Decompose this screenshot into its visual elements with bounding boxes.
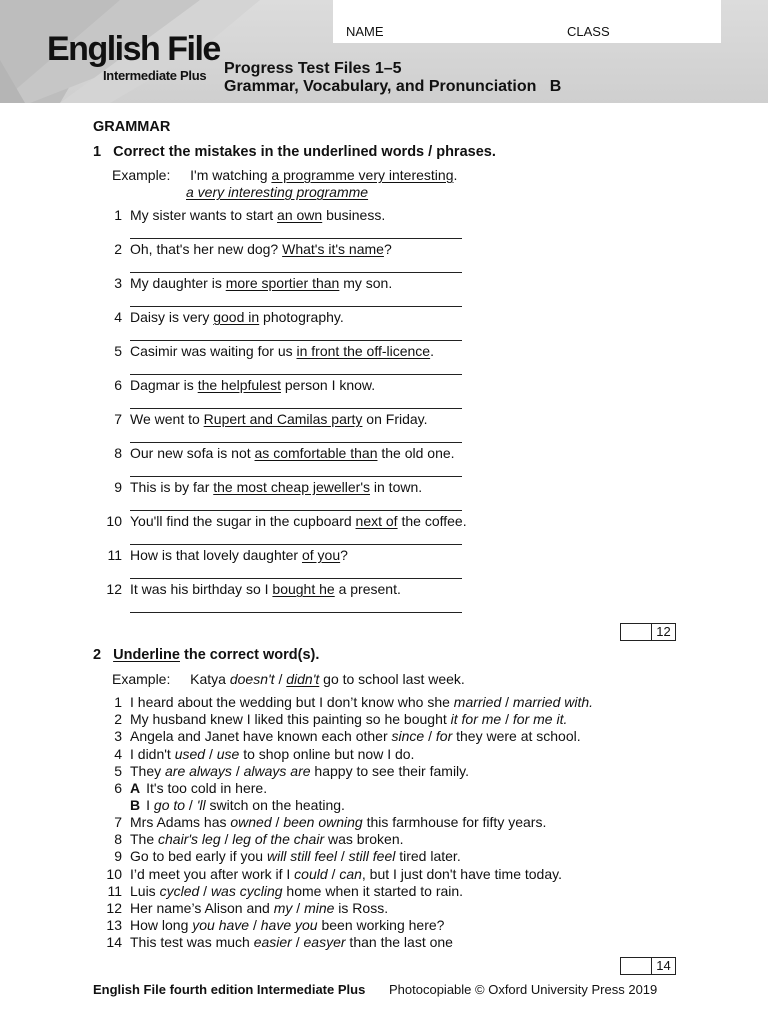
q2-item-text-post: is Ross. bbox=[334, 900, 389, 916]
q2-option-b[interactable]: been owning bbox=[283, 814, 363, 830]
q1-item bbox=[100, 581, 401, 597]
q1-item-text-post: on Friday. bbox=[362, 411, 428, 427]
q2-option-a[interactable]: married bbox=[453, 694, 502, 710]
q2-option-b[interactable]: for me it. bbox=[512, 711, 568, 728]
q2-option-b[interactable]: mine bbox=[304, 900, 335, 916]
q1-item-underlined: more sportier than bbox=[225, 275, 340, 291]
q1-item-text-pre: How is that lovely daughter bbox=[130, 547, 302, 563]
q1-item-number: 7 bbox=[114, 411, 122, 427]
q2-item-number: 4 bbox=[114, 745, 122, 762]
q2-option-a[interactable]: will still feel bbox=[266, 848, 337, 865]
q2-item-text-post: switch on the heating. bbox=[205, 797, 345, 813]
q2-item bbox=[100, 866, 562, 882]
q2-option-separator: / bbox=[336, 848, 349, 865]
q2-option-separator: / bbox=[205, 745, 217, 762]
q2-instruction-rest: the correct word(s). bbox=[179, 647, 320, 663]
q2-option-separator: / bbox=[501, 694, 513, 710]
q2-example-post: go to school last week. bbox=[319, 671, 465, 687]
q2-option-a[interactable]: used bbox=[174, 745, 206, 762]
q2-option-a[interactable]: owned bbox=[230, 814, 272, 830]
q1-item-text-post: the coffee. bbox=[397, 513, 467, 529]
page-header bbox=[0, 0, 768, 103]
q2-item-text-pre: Go to bed early if you bbox=[130, 848, 267, 865]
q2-score-total: 14 bbox=[656, 958, 671, 973]
section-title: GRAMMAR bbox=[93, 119, 171, 135]
q2-item-number: 6 bbox=[114, 780, 122, 796]
q1-example-underlined: a programme very interesting bbox=[271, 167, 454, 183]
q2-item-text-post: tired later. bbox=[395, 848, 461, 865]
q2-item-text-post: was broken. bbox=[324, 831, 404, 848]
q1-answer-line[interactable] bbox=[130, 476, 462, 477]
q2-example-pre: Katya bbox=[190, 671, 230, 687]
q2-item-number: 1 bbox=[114, 694, 122, 710]
q1-item-number: 8 bbox=[114, 445, 122, 461]
q2-item-number: 14 bbox=[106, 934, 122, 951]
q1-item-text-pre: Daisy is very bbox=[130, 309, 214, 325]
q2-item bbox=[100, 780, 267, 796]
q2-heading bbox=[93, 647, 319, 663]
q2-option-a[interactable]: chair's leg bbox=[158, 831, 221, 848]
q2-item-number: 13 bbox=[106, 917, 122, 934]
q2-item bbox=[100, 831, 404, 847]
q1-item-underlined: the helpfulest bbox=[197, 377, 281, 393]
q2-option-b[interactable]: have you bbox=[260, 917, 318, 934]
q2-option-a[interactable]: are always bbox=[165, 762, 232, 779]
q1-item-text-pre: This is by far bbox=[130, 479, 214, 495]
q2-item-text-post: , but I just don't have time today. bbox=[361, 865, 562, 882]
q2-option-a[interactable]: go to bbox=[153, 797, 186, 813]
q2-option-a[interactable]: my bbox=[273, 900, 293, 916]
name-label: NAME bbox=[346, 24, 384, 39]
q2-item-number: 11 bbox=[107, 882, 122, 899]
q2-item bbox=[100, 746, 414, 762]
q2-item-text-pre: They bbox=[130, 762, 166, 779]
q1-item-underlined: an own bbox=[277, 207, 323, 223]
q2-option-b[interactable]: still feel bbox=[348, 848, 396, 865]
q1-item-underlined: of you bbox=[301, 547, 341, 563]
q2-item-number: 7 bbox=[114, 814, 122, 830]
q1-item-number: 10 bbox=[106, 513, 122, 529]
q1-item bbox=[100, 343, 434, 359]
q1-number: 1 bbox=[93, 144, 102, 160]
q2-number: 2 bbox=[93, 647, 102, 663]
q2-item-text-post: to shop online but now I do. bbox=[239, 745, 415, 762]
q2-score-input[interactable] bbox=[621, 958, 652, 974]
q2-example bbox=[112, 671, 465, 687]
q1-answer-line[interactable] bbox=[130, 340, 462, 341]
q2-item bbox=[100, 694, 593, 710]
q2-option-separator: / bbox=[185, 797, 197, 813]
q1-answer-line[interactable] bbox=[130, 238, 462, 239]
q2-item bbox=[100, 883, 463, 899]
q1-item-text-pre: Oh, that's her new dog? bbox=[130, 241, 283, 257]
q1-answer-line[interactable] bbox=[130, 442, 462, 443]
q2-score-box bbox=[620, 957, 676, 975]
q1-answer-line[interactable] bbox=[130, 408, 462, 409]
q1-item bbox=[100, 377, 375, 393]
q2-option-b[interactable]: always are bbox=[243, 762, 311, 779]
q2-item-number: 8 bbox=[114, 831, 122, 848]
q1-item-text-post: person I know. bbox=[280, 377, 376, 393]
q1-item-number: 6 bbox=[114, 377, 122, 393]
q1-item-text-post: ? bbox=[340, 547, 348, 563]
q2-item-text-pre: I bbox=[146, 797, 154, 813]
q1-example-post: . bbox=[453, 167, 458, 183]
q2-example-label: Example: bbox=[112, 671, 171, 687]
q1-item-text-post: photography. bbox=[259, 309, 344, 325]
q1-item-text-pre: Casimir was waiting for us bbox=[130, 343, 297, 359]
q2-example-separator: / bbox=[274, 671, 287, 687]
q2-option-a[interactable]: it for me bbox=[450, 711, 502, 728]
q2-item bbox=[100, 934, 453, 950]
q2-item-text-post: they were at school. bbox=[452, 728, 581, 745]
q2-item bbox=[100, 728, 581, 744]
q1-item-text-pre: My sister wants to start bbox=[130, 207, 278, 223]
q1-score-box bbox=[620, 623, 676, 641]
q2-option-a[interactable]: since bbox=[391, 728, 425, 745]
q2-option-b[interactable]: leg of the chair bbox=[232, 831, 325, 848]
q1-item bbox=[100, 411, 428, 427]
q1-score-input[interactable] bbox=[621, 624, 652, 640]
q1-item-underlined: What's it's name bbox=[282, 241, 384, 257]
q2-item bbox=[100, 814, 546, 830]
q1-answer-line[interactable] bbox=[130, 272, 462, 273]
q2-item-text-pre: I heard about the wedding but I don’t know who she bbox=[130, 694, 454, 710]
q1-item-number: 11 bbox=[107, 547, 122, 563]
q2-option-b[interactable]: for bbox=[435, 728, 453, 745]
q1-item-number: 9 bbox=[114, 479, 122, 495]
q1-item bbox=[100, 513, 467, 529]
q2-item-text-post: home when it started to rain. bbox=[282, 882, 464, 899]
q2-item-text-pre: Angela and Janet have known each other bbox=[130, 728, 392, 745]
q1-item-underlined: next of bbox=[355, 513, 398, 529]
q2-item-number: 12 bbox=[106, 900, 122, 916]
q1-heading bbox=[93, 144, 496, 160]
logo-title: English File bbox=[47, 30, 220, 68]
q1-instruction: Correct the mistakes in the underlined words / phrases. bbox=[113, 144, 496, 160]
q1-item-text-pre: Dagmar is bbox=[130, 377, 198, 393]
q2-item-text-post: happy to see their family. bbox=[310, 762, 470, 779]
q2-option-separator: / bbox=[249, 917, 261, 934]
q1-item-text-pre: You'll find the sugar in the cupboard bbox=[130, 513, 356, 529]
footer-edition: English File fourth edition Intermediate Plus bbox=[93, 982, 366, 997]
q2-option-separator: / bbox=[424, 728, 436, 745]
q2-option-b[interactable]: 'll bbox=[196, 797, 206, 813]
q1-item bbox=[100, 479, 422, 495]
q2-item bbox=[100, 917, 444, 933]
q1-answer-line[interactable] bbox=[130, 612, 462, 613]
q1-item-text-post: . bbox=[430, 343, 434, 359]
q2-option-b[interactable]: use bbox=[216, 745, 240, 762]
q1-item bbox=[100, 309, 344, 325]
q2-option-separator: / bbox=[271, 814, 284, 830]
q1-answer-line[interactable] bbox=[130, 306, 462, 307]
q1-item-underlined: Rupert and Camilas party bbox=[203, 411, 363, 427]
q2-option-a[interactable]: cycled bbox=[159, 882, 200, 899]
q2-item-text-post: this farmhouse for fifty years. bbox=[362, 814, 547, 830]
q2-item-number: 2 bbox=[114, 711, 122, 728]
q2-item-number: 3 bbox=[114, 728, 122, 745]
q1-item-text-post: my son. bbox=[339, 275, 393, 291]
q1-item-underlined: good in bbox=[213, 309, 260, 325]
q1-item-number: 1 bbox=[114, 207, 122, 223]
q2-option-separator: / bbox=[220, 831, 233, 848]
test-title-line2: Grammar, Vocabulary, and Pronunciation B bbox=[224, 78, 562, 95]
q2-option-b[interactable]: was cycling bbox=[210, 882, 283, 899]
q2-option-b[interactable]: can bbox=[339, 865, 362, 882]
q2-speaker-a: A bbox=[130, 780, 141, 796]
q1-score-total: 12 bbox=[656, 624, 671, 639]
q2-speaker-b: B bbox=[130, 797, 141, 813]
q1-answer-line[interactable] bbox=[130, 578, 462, 579]
q2-option-a[interactable]: you have bbox=[192, 917, 250, 934]
q2-example-option-2: didn't bbox=[286, 671, 320, 687]
q1-item-text-post: business. bbox=[322, 207, 386, 223]
q1-item-text-post: in town. bbox=[370, 479, 423, 495]
q1-item-number: 5 bbox=[114, 343, 122, 359]
q2-item-text-post: than the last one bbox=[345, 934, 453, 951]
q1-example bbox=[112, 167, 457, 183]
q1-item bbox=[100, 207, 385, 223]
q2-example-option-1: doesn't bbox=[229, 671, 275, 687]
q1-item-text-post: the old one. bbox=[377, 445, 455, 461]
q2-option-b[interactable]: married with. bbox=[512, 694, 594, 710]
q2-item-text-pre: Her name’s Alison and bbox=[130, 900, 274, 916]
q1-item-number: 3 bbox=[114, 275, 122, 291]
q1-item-text-pre: My daughter is bbox=[130, 275, 226, 291]
q2-item-text-post: been working here? bbox=[317, 917, 445, 934]
q2-item-text-pre: I’d meet you after work if I bbox=[130, 865, 295, 882]
q2-item bbox=[100, 900, 388, 916]
q1-item-text-pre: We went to bbox=[130, 411, 204, 427]
q1-item-text-post: ? bbox=[383, 241, 392, 257]
q2-option-a[interactable]: easier bbox=[253, 934, 292, 951]
q1-item-underlined: bought he bbox=[272, 581, 335, 597]
q2-item-text-pre: The bbox=[130, 831, 159, 848]
q2-item-text-pre: Luis bbox=[130, 882, 160, 899]
q1-item-text-pre: Our new sofa is not bbox=[130, 445, 255, 461]
footer-copyright: Photocopiable © Oxford University Press 2019 bbox=[389, 982, 658, 997]
q1-item-text-post: a present. bbox=[334, 581, 401, 597]
logo-subtitle: Intermediate Plus bbox=[103, 68, 207, 83]
q1-item-underlined: in front the off-licence bbox=[296, 343, 431, 359]
q1-item bbox=[100, 547, 348, 563]
q1-item-underlined: the most cheap jeweller's bbox=[213, 479, 370, 495]
name-class-box bbox=[333, 0, 721, 43]
q1-item-number: 12 bbox=[106, 581, 122, 597]
q2-item bbox=[100, 763, 469, 779]
q2-option-separator: / bbox=[327, 865, 340, 882]
q1-item bbox=[100, 275, 392, 291]
q2-item-text-pre: How long bbox=[130, 917, 193, 934]
q2-option-a[interactable]: could bbox=[294, 865, 328, 882]
q2-instruction-underline: Underline bbox=[113, 647, 180, 663]
q2-option-separator: / bbox=[291, 934, 304, 951]
q2-item bbox=[100, 711, 567, 727]
q1-item-number: 2 bbox=[114, 241, 122, 257]
q2-item-b bbox=[130, 797, 345, 813]
q1-item-text-pre: It was his birthday so I bbox=[130, 581, 273, 597]
q1-example-label: Example: bbox=[112, 167, 171, 183]
q2-option-separator: / bbox=[199, 882, 211, 899]
q1-example-pre: I'm watching bbox=[190, 167, 272, 183]
q1-answer-line[interactable] bbox=[130, 374, 462, 375]
test-title-line1: Progress Test Files 1–5 bbox=[224, 60, 402, 77]
q2-option-separator: / bbox=[501, 711, 513, 728]
q2-item-number: 5 bbox=[114, 762, 122, 779]
q2-item bbox=[100, 848, 461, 864]
q2-item-text-pre: Mrs Adams has bbox=[130, 814, 231, 830]
q1-example-answer: a very interesting programme bbox=[186, 184, 369, 200]
q1-item bbox=[100, 241, 392, 257]
q1-item-number: 4 bbox=[114, 309, 122, 325]
q1-answer-line[interactable] bbox=[130, 544, 462, 545]
q2-item-text-pre: My husband knew I liked this painting so he bought bbox=[130, 711, 451, 728]
q1-item-underlined: as comfortable than bbox=[254, 445, 378, 461]
q2-option-separator: / bbox=[292, 900, 305, 916]
q1-item bbox=[100, 445, 455, 461]
q2-item-number: 10 bbox=[106, 865, 122, 882]
q2-line-a: It's too cold in here. bbox=[146, 780, 268, 796]
q2-item-number: 9 bbox=[114, 848, 122, 865]
q1-answer-line[interactable] bbox=[130, 510, 462, 511]
class-label: CLASS bbox=[567, 24, 610, 39]
q2-option-b[interactable]: easyer bbox=[303, 934, 346, 951]
q2-item-text-pre: I didn't bbox=[130, 745, 175, 762]
q2-option-separator: / bbox=[231, 762, 244, 779]
q2-item-text-pre: This test was much bbox=[130, 934, 254, 951]
